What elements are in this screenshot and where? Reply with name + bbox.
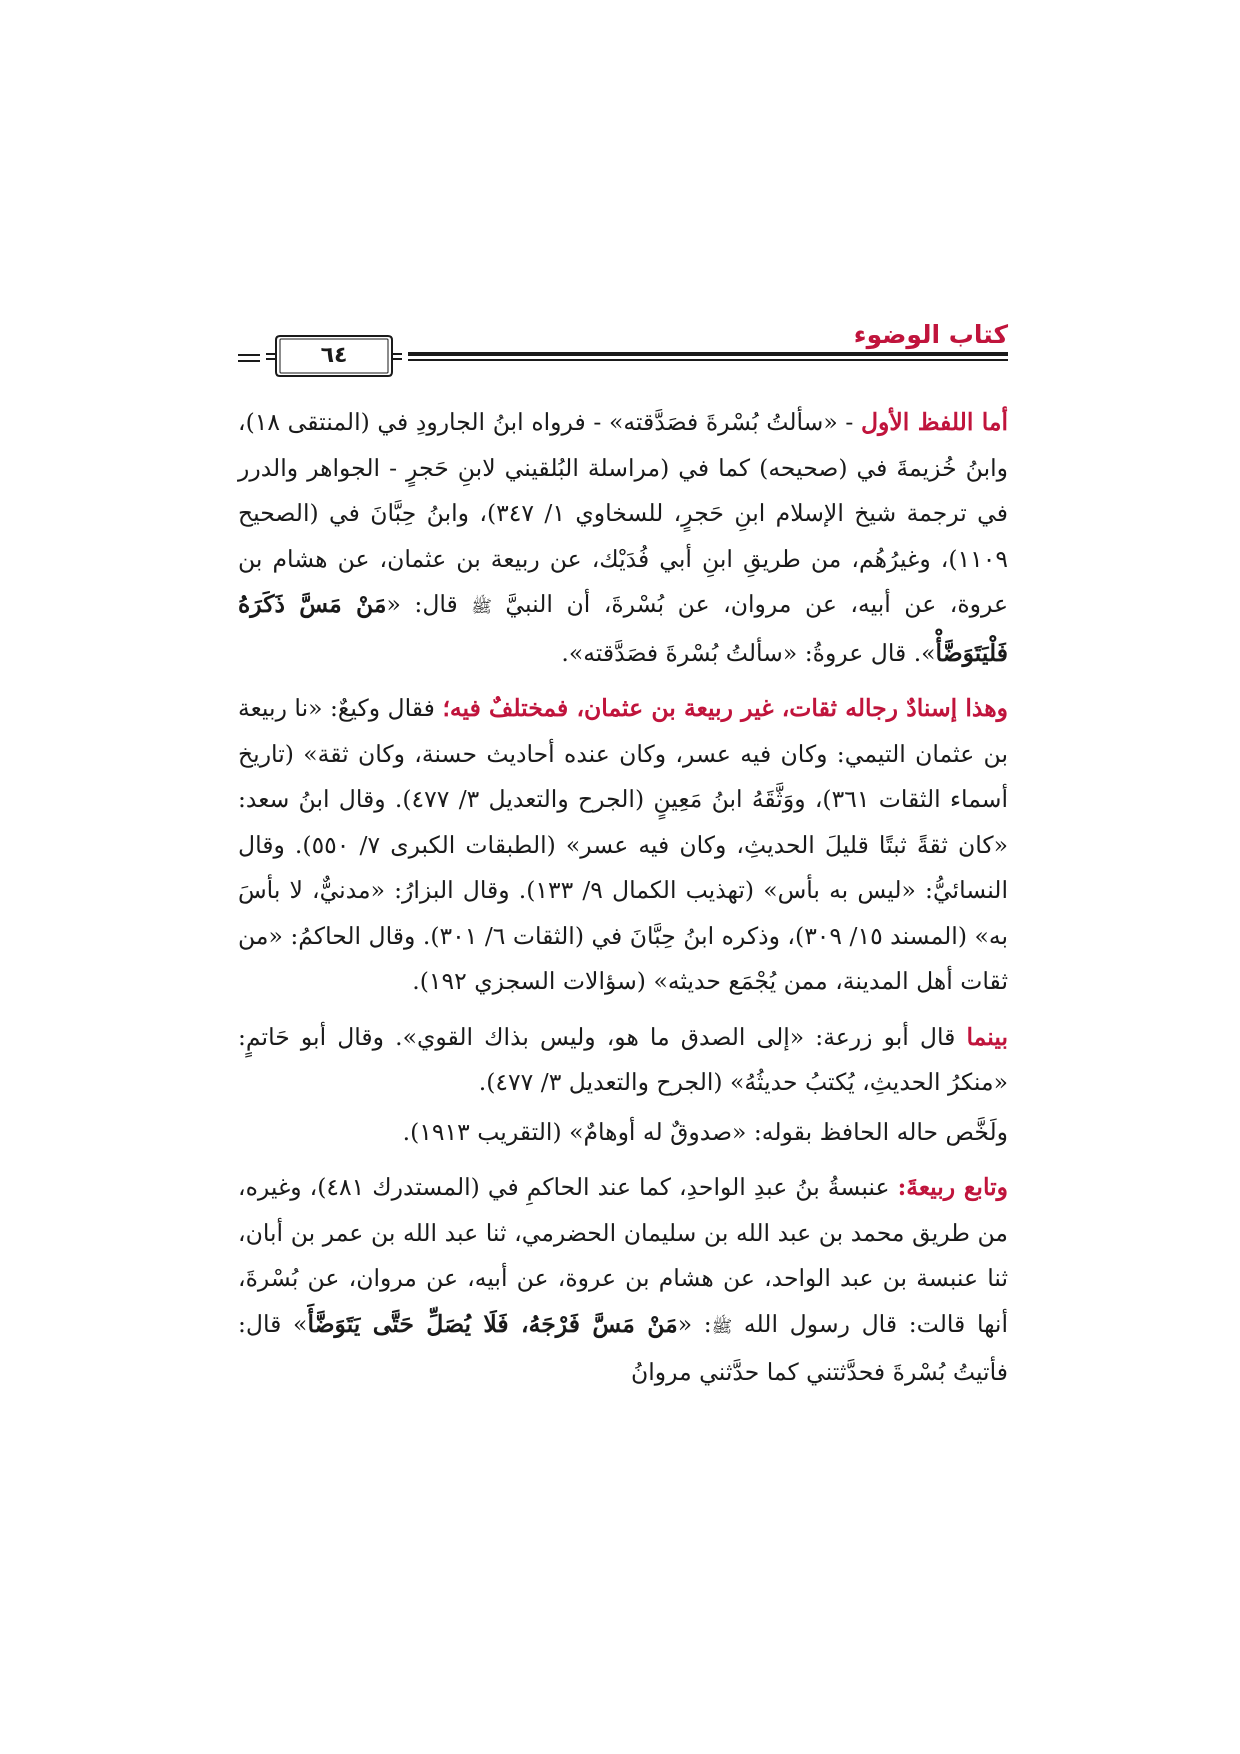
page-number: ٦٤: [320, 343, 348, 368]
header-rule-thick: [408, 352, 1008, 356]
section-lead: وهذا إسنادٌ رجاله ثقات، غير ربيعة بن عثمان، فمختلفٌ فيه؛: [442, 694, 1008, 722]
paragraph-4: [238, 1110, 1008, 1156]
paragraph-text: : «: [677, 1309, 712, 1338]
section-lead: وتابع ربيعةَ:: [897, 1173, 1008, 1201]
book-title: كتاب الوضوء: [853, 320, 1008, 349]
page-header: [238, 318, 1008, 398]
header-rule-left-top: [238, 354, 260, 356]
paragraph-text: قال: «: [386, 590, 472, 618]
section-lead: بينما: [966, 1022, 1008, 1051]
paragraph-1: [238, 400, 1008, 676]
page-body: [238, 400, 1008, 1406]
salawat-ligature: ﷺ: [471, 597, 492, 617]
paragraph-text: قال أبو زرعة: «إلى الصدق ما هو، وليس بذاك القوي». وقال أبو حَاتمٍ: «منكرُ الحديثِ، يُكتبُ حديثُهُ» (الجرح والتعديل ٣/ ٤٧٧).: [238, 1022, 1008, 1096]
salawat-ligature: ﷺ: [711, 1316, 733, 1337]
paragraph-text: فقال وكيعٌ: «نا ربيعة بن عثمان التيمي: وكان فيه عسر، وكان عنده أحاديث حسنة، وكان ثقة» (تاريخ أسماء الثقات ٣٦١)، ووَثَّقَهُ ابنُ مَعِينٍ (الجرح والتعديل ٣/ ٤٧٧). وقال ابنُ سعد: «كان ثقةً ثبتًا قليلَ الحديثِ، وكان فيه عسر» (الطبقات الكبرى ٧/ ٥٥٠). وقال النسائيُّ: «ليس به بأس» (تهذيب الكمال ٩/ ١٣٣). وقال البزارُ: «مدنيٌّ، لا بأسَ به» (المسند ١٥/ ٣٠٩)، وذكره ابنُ حِبَّانَ في (الثقات ٦/ ٣٠١). وقال الحاكمُ: «من ثقات أهل المدينة، ممن يُجْمَع حديثه» (سؤالات السجزي ١٩٢).: [238, 694, 1008, 995]
paragraph-5: [238, 1165, 1008, 1396]
paragraph-text: عنبسةُ بنُ عبدِ الواحدِ، كما عند الحاكمِ في (المستدرك ٤٨١)، وغيره، من طريق محمد بن عبد الله بن سليمان الحضرمي، ثنا عبد الله بن عمر بن أبان، ثنا عنبسة بن عبد الواحد، عن هشام بن عروة، عن أبيه، عن مروان، عن بُسْرةَ، أنها قالت: قال رسول الله: [238, 1173, 1009, 1338]
page-number-frame: [266, 334, 402, 378]
hadith-text: مَنْ مَسَّ فَرْجَهُ، فَلَا يُصَلِّ حَتَّى يَتَوَضَّأَ: [307, 1309, 678, 1338]
paragraph-2: [238, 686, 1008, 1005]
section-lead: أما اللفظ الأول: [860, 408, 1008, 436]
header-rule-thin: [408, 359, 1008, 361]
paragraph-text: ولَخَّص حاله الحافظ بقوله: «صدوقٌ له أوهامٌ» (التقريب ١٩١٣).: [402, 1117, 1008, 1146]
paragraph-text: ». قال عروةُ: «سألتُ بُسْرةَ فصَدَّقته».: [561, 638, 936, 667]
paragraph-text: » قال: فأتيتُ بُسْرةَ فحدَّثتني كما حدَّثني مروانُ: [238, 1309, 1008, 1386]
hadith-text: مَنْ مَسَّ ذَكَرَهُ فَلْيَتَوَضَّأْ: [238, 590, 1008, 667]
paragraph-text: - «سألتُ بُسْرةَ فصَدَّقته» - فرواه ابنُ الجارودِ في (المنتقى ١٨)، وابنُ خُزيمةَ في (صحيحه) كما في (مراسلة البُلقيني لابنِ حَجرٍ - الجواهر والدرر في ترجمة شيخ الإسلام ابنِ حَجرٍ، للسخاوي ١/ ٣٤٧)، وابنُ حِبَّانَ في (الصحيح ١١٠٩)، وغيرُهُم، من طريقِ ابنِ أبي فُدَيْك، عن ربيعة بن عثمان، عن هشام بن عروة، عن أبيه، عن مروان، عن بُسْرةَ، أن النبيَّ: [238, 408, 1009, 618]
header-rule-left-bottom: [238, 360, 260, 362]
paragraph-3: [238, 1015, 1008, 1106]
